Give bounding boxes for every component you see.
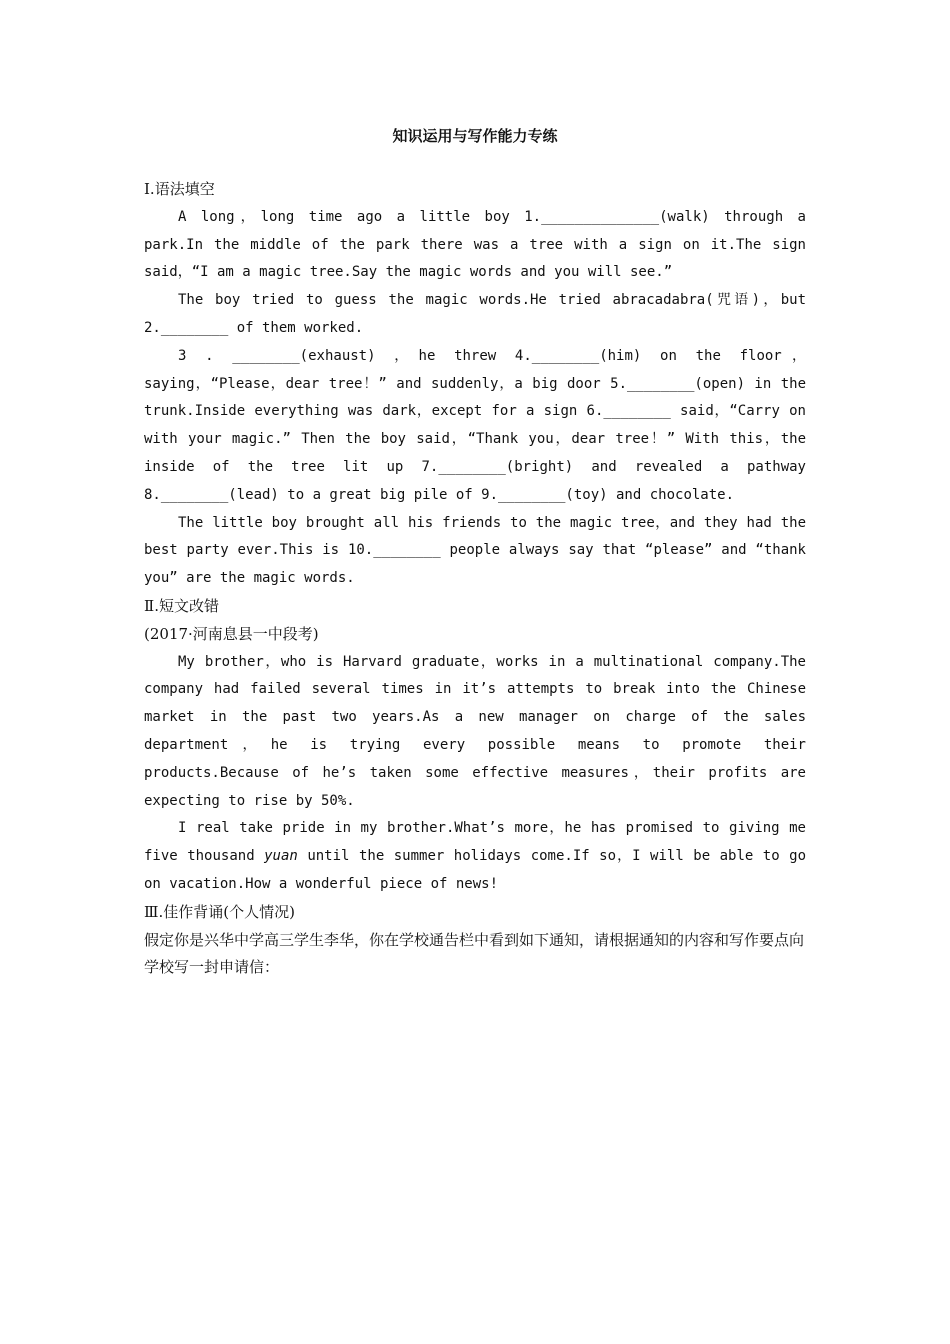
section-grammar-fill <box>144 176 806 593</box>
grammar-paragraph-2: The boy tried to guess the magic words.He tried abracadabra(咒语)，but 2.________ of them worked. <box>144 292 806 336</box>
section-heading-correction: Ⅱ.短文改错 <box>144 596 219 615</box>
section-error-correction <box>144 593 806 899</box>
document-page <box>144 124 806 982</box>
source-citation: (2017·河南息县一中段考) <box>144 624 319 643</box>
section-heading-grammar: Ⅰ.语法填空 <box>144 180 215 198</box>
writing-prompt: 假定你是兴华中学高三学生李华，你在学校通告栏中看到如下通知，请根据通知的内容和写作要点向学校写一封申请信： <box>144 930 805 977</box>
correction-paragraph-1: My brother，who is Harvard graduate，works in a multinational company.The company had failed several times in it’s attempts to break into the Chinese market in the past two years.As a new manager on charge of the sales department，he is trying every possible means to promote their products.Because of he’s taken some effective measures，their profits are expecting to rise by 50%. <box>144 653 806 809</box>
grammar-paragraph-4: The little boy brought all his friends to the magic tree，and they had the best party ever.This is 10.________ people always say that “please” and “thank you” are the magic words. <box>144 514 806 587</box>
section-writing <box>144 899 806 982</box>
correction-paragraph-2-italic: yuan <box>264 848 298 865</box>
correction-paragraph-2 <box>144 815 806 898</box>
correction-paragraph-2-part1: I real take pride in my brother.What’s more，he has promised to giving me five thousand <box>144 820 806 865</box>
section-heading-writing: Ⅲ.佳作背诵(个人情况) <box>144 902 295 921</box>
grammar-paragraph-3: 3 . ________(exhaust) ，he threw 4.________(him) on the floor，saying，“Please，dear tree！” and suddenly，a big door 5.________(open) in the trunk.Inside everything was dark，except for a sign 6.________ said，“Carry on with your magic.” Then the boy said，“Thank you，dear tree！” With this，the inside of the tree lit up 7.________(bright) and revealed a pathway 8.________(lead) to a great big pile of 9.________(toy) and chocolate. <box>144 347 806 503</box>
document-title: 知识运用与写作能力专练 <box>392 127 558 145</box>
correction-paragraph-2-part2: until the summer holidays come.If so，I will be able to go on vacation.How a wonderful piece of news! <box>144 848 806 892</box>
grammar-paragraph-1: A long，long time ago a little boy 1.______________(walk) through a park.In the middle of the park there was a tree with a sign on it.The sign said，“I am a magic tree.Say the magic words and you will see.” <box>144 208 806 281</box>
